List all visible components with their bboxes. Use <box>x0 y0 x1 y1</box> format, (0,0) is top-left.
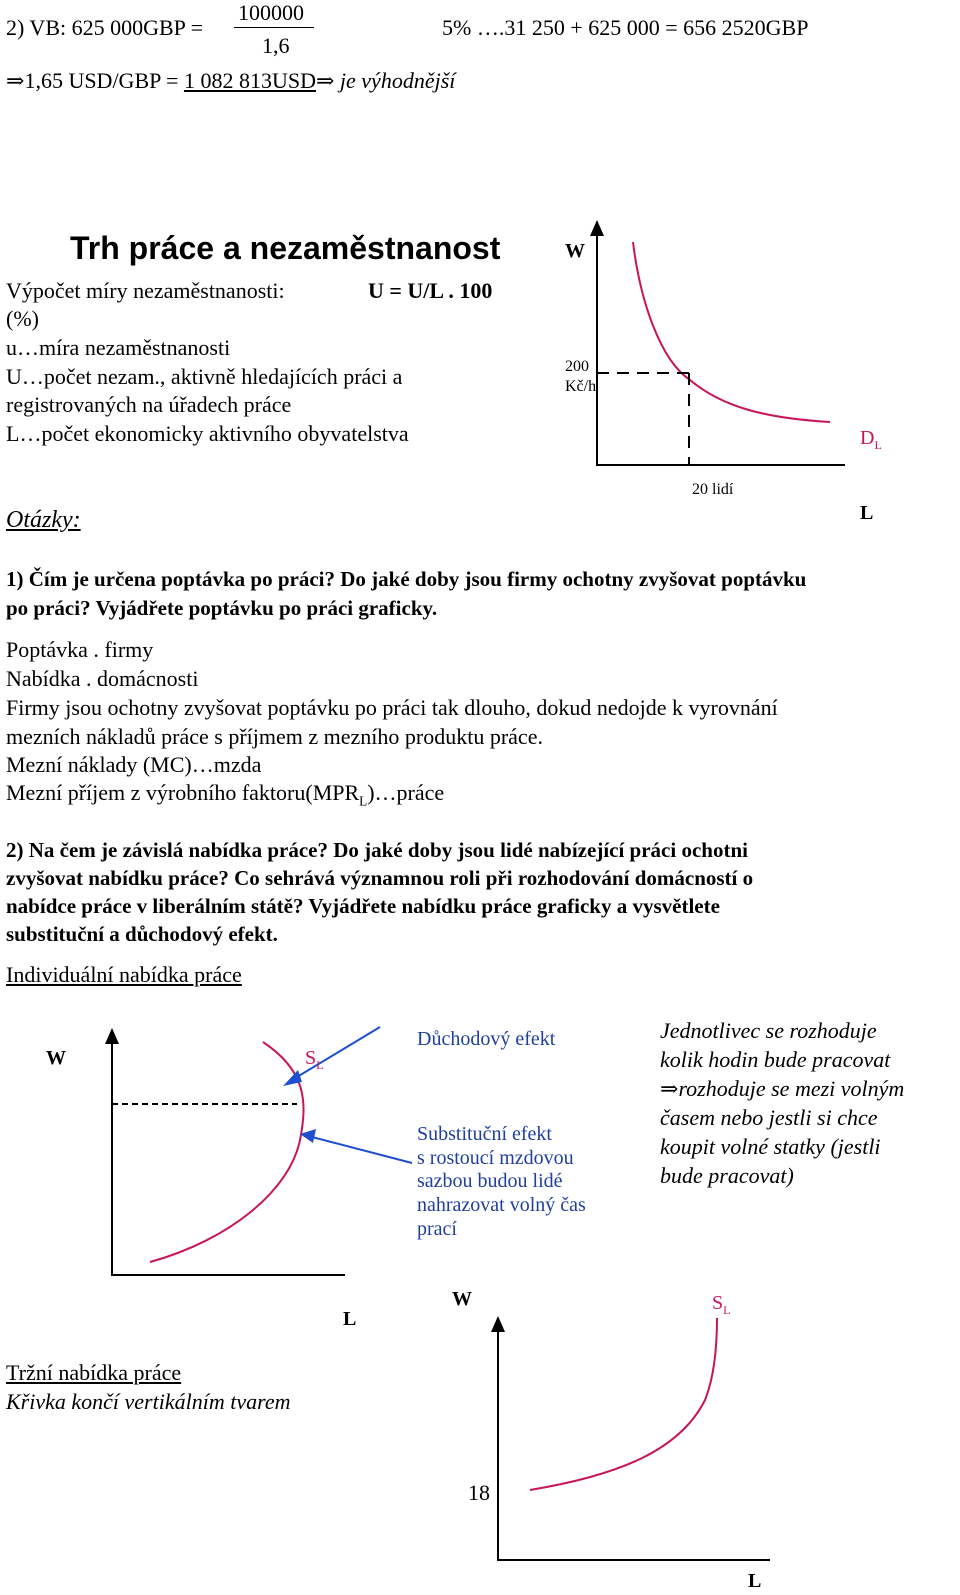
substitution-effect-line3: sazbou budou lidé <box>417 1170 563 1192</box>
income-effect-label: Důchodový efekt <box>417 1028 556 1050</box>
substitution-effect-line2: s rostoucí mzdovou <box>417 1147 574 1169</box>
note-line2: kolik hodin bude pracovat <box>660 1047 891 1072</box>
question2-line1: 2) Na čem je závislá nabídka práce? Do jaké doby jsou lidé nabízející práci ochotni <box>6 838 748 862</box>
calc-line1-prefix: 2) VB: 625 000GBP = <box>6 15 203 40</box>
substitution-effect-line1: Substituční efekt <box>417 1123 552 1145</box>
chart1-wage-value: 200 <box>565 358 589 375</box>
substitution-effect-line5: prací <box>417 1218 457 1240</box>
chart2-w-label: W <box>46 1047 66 1069</box>
fraction-numerator: 100000 <box>238 0 304 25</box>
answer1-line3: Firmy jsou ochotny zvyšovat poptávku po práci tak dlouho, dokud nedojde k vyrovnání <box>6 695 778 720</box>
calc-line1-rest: 5% ….31 250 + 625 000 = 656 2520GBP <box>442 15 809 40</box>
chart2-l-label: L <box>343 1308 357 1330</box>
chart3-y-arrow-icon <box>491 1316 505 1332</box>
calc-line2: ⇒1,65 USD/GBP = 1 082 813USD⇒ je výhodnější <box>6 68 456 93</box>
chart1-curve-label: $D_L$ <box>860 427 882 452</box>
chart3-w-label: W <box>452 1288 472 1310</box>
note-line5: koupit volné statky (jestli <box>660 1134 881 1159</box>
market-supply-curve <box>530 1318 717 1490</box>
definition-U-line1: U…počet nezam., aktivně hledajících práci a <box>6 364 403 389</box>
individual-supply-heading: Individuální nabídka práce <box>6 962 242 987</box>
chart1-wage-unit: Kč/h <box>565 378 597 395</box>
definition-U-line2: registrovaných na úřadech práce <box>6 392 292 417</box>
answer1-line4: mezních nákladů práce s příjmem z mezního produktu práce. <box>6 724 543 749</box>
substitution-effect-line4: nahrazovat volný čas <box>417 1194 586 1216</box>
question1-line2: po práci? Vyjádřete poptávku po práci graficky. <box>6 596 438 620</box>
note-line4: časem nebo jestli si chce <box>660 1105 878 1130</box>
definition-u: u…míra nezaměstnanosti <box>6 335 231 360</box>
question2-line4: substituční a důchodový efekt. <box>6 922 278 946</box>
implies-arrow-icon: ⇒ <box>660 1076 679 1101</box>
percent-unit: (%) <box>6 306 39 331</box>
answer1-line5: Mezní náklady (MC)…mzda <box>6 752 262 777</box>
note-line1: Jednotlivec se rozhoduje <box>660 1018 877 1043</box>
question2-line2: zvyšovat nabídku práce? Co sehrává významnou roli při rozhodování domácností o <box>6 866 754 890</box>
result-amount: 1 082 813USD <box>183 68 316 93</box>
chart2-curve-label: $S_L$ <box>305 1047 324 1072</box>
chart3-curve-label: $S_L$ <box>712 1292 731 1317</box>
formula-label: Výpočet míry nezaměstnanosti: <box>6 278 285 303</box>
chart1-l-label: L <box>860 502 874 524</box>
definition-L: L…počet ekonomicky aktivního obyvatelstva <box>6 421 409 446</box>
chart3-l-label: L <box>748 1570 762 1592</box>
page-number: 18 <box>468 1480 490 1505</box>
note-line3: ⇒rozhoduje se mezi volným <box>660 1076 905 1101</box>
section-title: Trh práce a nezaměstnanost <box>70 230 501 266</box>
implies-arrow-icon: ⇒ <box>6 68 25 93</box>
market-supply-note: Křivka končí vertikálním tvarem <box>6 1389 291 1414</box>
formula: U = U/L . 100 <box>368 278 493 303</box>
answer1-line1: Poptávka . firmy <box>6 637 154 662</box>
answer1-line6: Mezní příjem z výrobního $faktoru(MPR_L)\dots práce$ <box>6 780 445 809</box>
question1-line1: 1) Čím je určena poptávka po práci? Do jaké doby jsou firmy ochotny zvyšovat poptávku <box>6 567 807 591</box>
chart1-w-label: W <box>565 240 585 262</box>
implies-arrow-icon: ⇒ <box>315 68 335 93</box>
questions-label: Otázky: <box>6 507 81 533</box>
fraction-denominator: 1,6 <box>262 33 290 58</box>
market-supply-heading: Tržní nabídka práce <box>6 1360 182 1385</box>
chart1-qty-value: 20 lidí <box>692 481 734 498</box>
answer1-line2: Nabídka . domácnosti <box>6 666 199 691</box>
note-line6: bude pracovat) <box>660 1163 794 1188</box>
question2-line3: nabídce práce v liberálním státě? Vyjádřete nabídku práce graficky a vysvětlete <box>6 894 720 918</box>
